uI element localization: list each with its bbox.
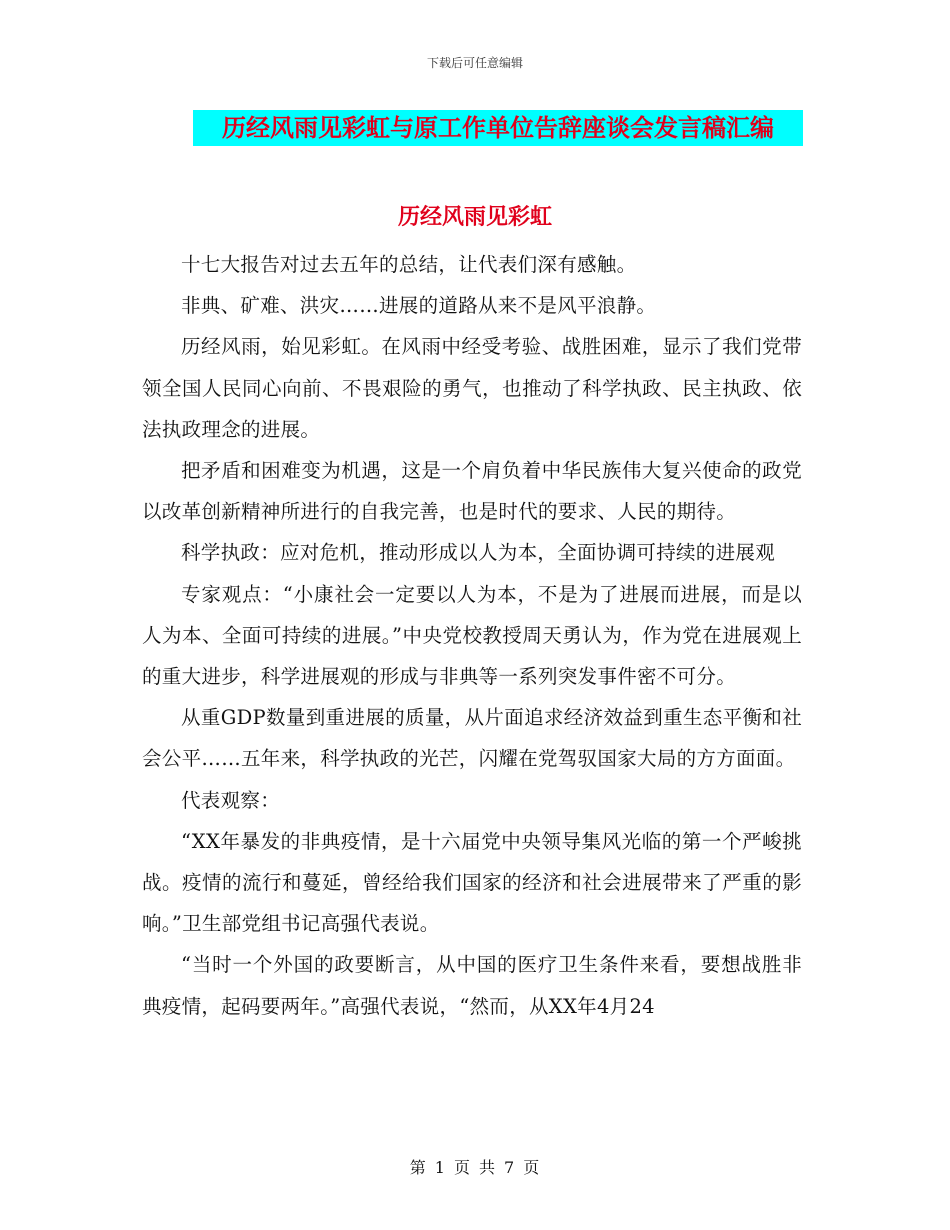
page-footer bbox=[0, 1155, 950, 1178]
section-title: 历经风雨见彩虹 bbox=[397, 204, 552, 230]
paragraph: 专家观点：“小康社会一定要以人为本，不是为了进展而进展，而是以人为本、全面可持续的进展。”中央党校教授周天勇认为，作为党在进展观上的重大进步，科学进展观的形成与非典等一系列突发事件密不可分。 bbox=[142, 582, 802, 689]
page-prefix: 第 bbox=[409, 1158, 427, 1177]
total-unit: 页 bbox=[523, 1158, 541, 1177]
paragraph: 从重GDP数量到重进展的质量，从片面追求经济效益到重生态平衡和社会公平……五年来，科学执政的光芒，闪耀在党驾驭国家大局的方方面面。 bbox=[142, 706, 802, 771]
paragraph: 把矛盾和困难变为机遇，这是一个肩负着中华民族伟大复兴使命的政党以改革创新精神所进行的自我完善，也是时代的要求、人民的期待。 bbox=[142, 459, 802, 524]
paragraph: 十七大报告对过去五年的总结，让代表们深有感触。 bbox=[181, 253, 637, 276]
page-unit: 页 bbox=[453, 1158, 471, 1177]
header-note: 下载后可任意编辑 bbox=[426, 56, 523, 70]
paragraph: 代表观察： bbox=[181, 788, 281, 812]
paragraph: 科学执政：应对危机，推动形成以人为本，全面协调可持续的进展观 bbox=[181, 541, 776, 565]
paragraph: 非典、矿难、洪灾……进展的道路从来不是风平浪静。 bbox=[181, 294, 657, 318]
document-title: 历经风雨见彩虹与原工作单位告辞座谈会发言稿汇编 bbox=[193, 110, 803, 146]
total-prefix: 共 bbox=[479, 1158, 497, 1177]
total-pages: 7 bbox=[504, 1158, 516, 1177]
paragraph: “当时一个外国的政要断言，从中国的医疗卫生条件来看，要想战胜非典疫情，起码要两年。”高强代表说，“然而，从XX年4月24 bbox=[142, 953, 802, 1018]
page-number: 1 bbox=[434, 1158, 446, 1177]
document-body bbox=[142, 244, 802, 1027]
paragraph: 历经风雨，始见彩虹。在风雨中经受考验、战胜困难，显示了我们党带领全国人民同心向前、不畏艰险的勇气，也推动了科学执政、民主执政、依法执政理念的进展。 bbox=[142, 335, 802, 441]
paragraph: “XX年暴发的非典疫情，是十六届党中央领导集风光临的第一个严峻挑战。疫情的流行和蔓延，曾经给我们国家的经济和社会进展带来了严重的影响。”卫生部党组书记高强代表说。 bbox=[142, 829, 802, 936]
